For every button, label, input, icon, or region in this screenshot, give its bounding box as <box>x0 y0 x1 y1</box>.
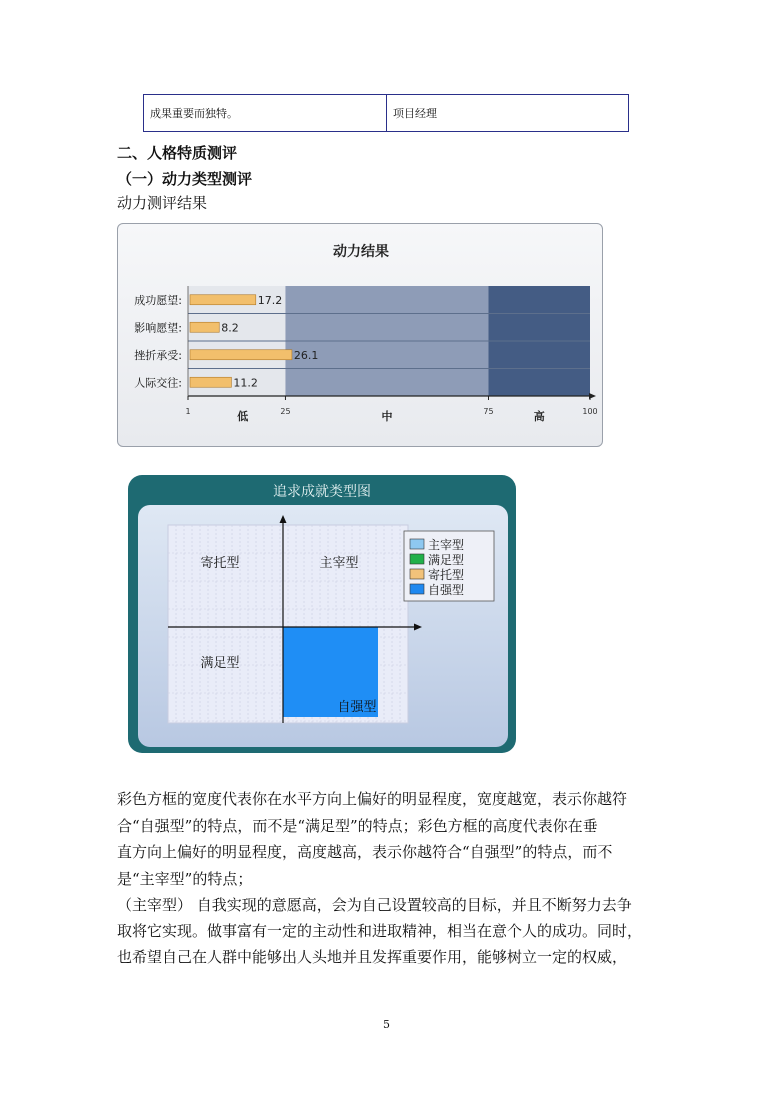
paragraph-line: 取将它实现。做事富有一定的主动性和进取精神，相当在意个人的成功。同时， <box>117 922 643 940</box>
result-label: 动力测评结果 <box>117 194 208 212</box>
legend-label: 主宰型 <box>428 538 465 552</box>
quadrant-label: 满足型 <box>200 656 240 671</box>
category-label: 成功愿望: <box>134 293 182 307</box>
bar <box>190 295 256 305</box>
subsection-title: （一）动力类型测评 <box>117 170 253 188</box>
legend-swatch <box>410 569 424 579</box>
bar <box>190 322 219 332</box>
category-label: 挫折承受: <box>134 348 182 362</box>
job-table-row <box>143 94 629 132</box>
legend-label: 寄托型 <box>428 568 465 582</box>
motivation-chart-svg <box>118 224 604 448</box>
legend-swatch <box>410 584 424 594</box>
paragraph-line: 直方向上偏好的明显程度，高度越高，表示你越符合“自强型”的特点，而不 <box>117 843 613 861</box>
category-label: 人际交往: <box>134 376 182 390</box>
tick-label: 100 <box>582 407 598 416</box>
tick-label: 25 <box>280 407 291 416</box>
paragraph-line: 合“自强型”的特点，而不是“满足型”的特点；彩色方框的高度代表你在垂 <box>117 817 598 835</box>
legend-swatch <box>410 554 424 564</box>
legend-label: 满足型 <box>428 553 465 567</box>
tick-label: 1 <box>185 407 191 416</box>
category-label: 影响愿望: <box>134 321 182 335</box>
y-axis-arrow <box>280 515 287 523</box>
table-cell-description: 成果重要而独特。 <box>144 95 387 131</box>
page-number: 5 <box>383 1018 390 1031</box>
value-label: 17.2 <box>257 293 283 307</box>
band-label: 高 <box>533 410 545 423</box>
legend-swatch <box>410 539 424 549</box>
value-label: 8.2 <box>221 321 239 335</box>
quadrant-label: 寄托型 <box>200 556 240 571</box>
band-label: 低 <box>237 410 249 423</box>
legend-label: 自强型 <box>428 583 465 597</box>
paragraph-line: 是“主宰型”的特点； <box>117 870 253 888</box>
chart-title: 追求成就类型图 <box>273 484 371 500</box>
motivation-chart <box>117 223 603 447</box>
paragraph-line: 彩色方框的宽度代表你在水平方向上偏好的明显程度，宽度越宽，表示你越符 <box>117 790 628 808</box>
bar <box>190 350 292 360</box>
chart-title: 动力结果 <box>333 244 389 260</box>
bar <box>190 377 231 387</box>
value-label: 26.1 <box>293 348 319 362</box>
value-label: 11.2 <box>233 376 258 390</box>
chart-plot-panel <box>138 505 508 747</box>
paragraph-line: 也希望自己在人群中能够出人头地并且发挥重要作用，能够树立一定的权威， <box>117 948 628 966</box>
quadrant-label: 主宰型 <box>319 556 359 571</box>
tick-label: 75 <box>483 407 494 416</box>
achievement-chart-svg <box>138 505 508 747</box>
band-label: 中 <box>381 410 393 423</box>
section-title: 二、人格特质测评 <box>117 144 238 162</box>
paragraph-line: （主宰型） 自我实现的意愿高，会为自己设置较高的目标，并且不断努力去争 <box>117 896 632 914</box>
x-axis-arrow <box>414 624 422 631</box>
table-cell-job: 项目经理 <box>393 107 437 120</box>
quadrant-label: 自强型 <box>337 700 377 715</box>
achievement-type-chart <box>128 475 516 753</box>
